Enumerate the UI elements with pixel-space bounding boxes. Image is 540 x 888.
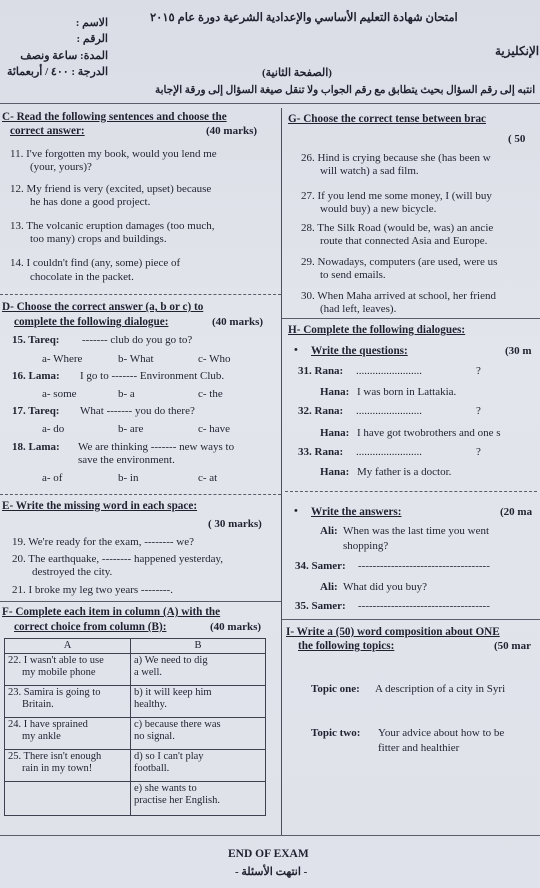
section-e-marks: ( 30 marks) <box>208 518 262 530</box>
section-h-sub1: Write the questions: <box>311 345 408 357</box>
topic-two-label: Topic two: <box>311 727 361 739</box>
column-b-item-cont: no signal. <box>134 731 175 742</box>
question-31-answer-speaker: Hana: <box>320 386 350 398</box>
section-h-sub2-marks: (20 ma <box>500 506 533 518</box>
question-17-speaker: 17. Tareq: <box>12 405 60 417</box>
question-26-line1: 26. Hind is crying because she (has been w <box>301 152 491 164</box>
column-b-item-cont: football. <box>134 763 170 774</box>
column-b-item-cont: healthy. <box>134 699 167 710</box>
question-35-line: ------------------------------------ <box>358 600 490 612</box>
question-33-answer-speaker: Hana: <box>320 466 350 478</box>
divider-h-sub2 <box>285 491 537 492</box>
question-31-answer: I was born in Lattakia. <box>357 386 457 398</box>
section-d-marks: (40 marks) <box>212 316 264 328</box>
question-16-option-c: c- the <box>198 388 223 400</box>
topic-two-line2: fitter and healthier <box>378 742 460 754</box>
exam-title: امتحان شهادة التعليم الأساسي والإعدادية الشرعية دورة عام ٢٠١٥ <box>150 12 458 24</box>
question-20-line1: 20. The earthquake, -------- happened yesterday, <box>12 553 224 565</box>
section-i-title-line2: the following topics: <box>298 640 395 652</box>
question-31-label: 31. Rana: <box>298 365 344 377</box>
page-label: (الصفحة الثانية) <box>262 67 332 79</box>
number-label: الرقم : <box>76 33 108 45</box>
question-17-text: What ------- you do there? <box>80 405 195 417</box>
section-i-title-line1: I- Write a (50) word composition about ONE <box>286 626 500 638</box>
divider-e-f <box>0 601 281 602</box>
column-a-item-cont: rain in my town! <box>22 763 93 774</box>
column-b-header: B <box>131 639 266 654</box>
table-row <box>5 750 266 782</box>
question-28-line1: 28. The Silk Road (would be, was) an ancie <box>301 222 494 234</box>
question-34-label: 34. Samer: <box>295 560 346 572</box>
question-33-dots: ........................ <box>356 446 422 458</box>
column-a-item: 22. I wasn't able to use <box>8 655 104 666</box>
table-row <box>5 782 266 816</box>
section-d-title-line1: D- Choose the correct answer (a, b or c) to <box>2 301 204 313</box>
question-31-qmark: ? <box>476 365 481 377</box>
table-row <box>5 718 266 750</box>
divider-h-i <box>282 619 540 620</box>
question-30-line1: 30. When Maha arrived at school, her friend <box>301 290 496 302</box>
column-a-item: 25. There isn't enough <box>8 751 102 762</box>
question-18-option-c: c- at <box>198 472 218 484</box>
name-label: الاسم : <box>75 17 108 29</box>
question-16-text: I go to ------- Environment Club. <box>80 370 225 382</box>
question-18-text: We are thinking ------- new ways to <box>78 441 235 453</box>
question-31-dots: ........................ <box>356 365 422 377</box>
section-d-title-line2: complete the following dialogue: <box>14 316 169 328</box>
section-i-marks: (50 mar <box>494 640 531 652</box>
question-28-line2: route that connected Asia and Europe. <box>320 235 488 247</box>
column-a-item: 24. I have sprained <box>8 719 88 730</box>
section-h-title: H- Complete the following dialogues: <box>288 324 466 336</box>
topic-one-label: Topic one: <box>311 683 360 695</box>
column-b-item: e) she wants to <box>134 783 197 794</box>
question-17-option-c: c- have <box>198 423 231 435</box>
question-18-speaker: 18. Lama: <box>12 441 60 453</box>
column-divider <box>281 108 282 835</box>
section-e-title: E- Write the missing word in each space: <box>2 500 198 512</box>
question-20-line2: destroyed the city. <box>32 566 113 578</box>
section-h-sub2: Write the answers: <box>311 506 402 518</box>
section-c-title-line1: C- Read the following sentences and choose the <box>2 111 227 123</box>
answer-ali2-line1: What did you buy? <box>343 581 428 593</box>
answer-ali-line1: When was the last time you went <box>343 525 490 537</box>
topic-one-text: A description of a city in Syri <box>375 683 506 695</box>
section-c-marks: (40 marks) <box>206 125 258 137</box>
column-a-item: 23. Samira is going to <box>8 687 101 698</box>
question-32-answer: I have got twobrothers and one s <box>357 427 501 439</box>
table-row <box>5 686 266 718</box>
question-32-dots: ........................ <box>356 405 422 417</box>
question-29-line1: 29. Nowadays, computers (are used, were us <box>301 256 498 268</box>
column-b-item: b) it will keep him <box>134 687 212 698</box>
question-32-answer-speaker: Hana: <box>320 427 350 439</box>
column-b-item: a) We need to dig <box>134 655 208 666</box>
column-a-header: A <box>5 639 131 654</box>
question-19: 19. We're ready for the exam, -------- we? <box>12 536 194 548</box>
question-21: 21. I broke my leg two years --------. <box>12 584 173 596</box>
column-b-item: d) so I can't play <box>134 751 204 762</box>
question-13-line1: 13. The volcanic eruption damages (too much, <box>10 220 215 232</box>
question-16-speaker: 16. Lama: <box>12 370 60 382</box>
question-27-line2: would buy) a new bicycle. <box>320 203 437 215</box>
question-13-line2: too many) crops and buildings. <box>30 233 167 245</box>
topic-two-line1: Your advice about how to be <box>378 727 505 739</box>
question-16-option-a: a- some <box>42 388 77 400</box>
section-h-sub1-marks: (30 m <box>505 345 532 357</box>
question-11-line1: 11. I've forgotten my book, would you lend me <box>10 148 217 160</box>
question-29-line2: to send emails. <box>320 269 386 281</box>
divider-c-d <box>0 294 281 295</box>
table-row <box>5 654 266 686</box>
question-12-line1: 12. My friend is very (excited, upset) because <box>10 183 212 195</box>
question-26-line2: will watch) a sad film. <box>320 165 419 177</box>
question-17-option-a: a- do <box>42 423 65 435</box>
section-f-marks: (40 marks) <box>210 621 262 633</box>
question-16-option-b: b- a <box>118 388 135 400</box>
question-27-line1: 27. If you lend me some money, I (will buy <box>301 190 492 202</box>
section-f-title-line1: F- Complete each item in column (A) with the <box>2 606 221 618</box>
footer-divider <box>0 835 540 836</box>
question-15-option-a: a- Where <box>42 353 83 365</box>
question-15-option-c: c- Who <box>198 353 231 365</box>
answer-ali-speaker: Ali: <box>320 525 338 537</box>
question-30-line2: (had left, leaves). <box>320 303 397 315</box>
end-of-exam-arabic: - انتهت الأسئلة - <box>235 866 308 878</box>
question-15-option-b: b- What <box>118 353 154 365</box>
bullet-icon: • <box>294 344 298 356</box>
answer-ali2-speaker: Ali: <box>320 581 338 593</box>
section-f-title-line2: correct choice from column (B): <box>14 621 167 633</box>
bullet-icon: • <box>294 505 298 517</box>
subject-label: الإنكليزية <box>495 44 540 58</box>
question-14-line1: 14. I couldn't find (any, some) piece of <box>10 257 181 269</box>
instruction: انتبه إلى رقم السؤال بحيث يتطابق مع رقم الجواب ولا تنقل صيغة السؤال إلى ورقة الإجابة <box>155 85 536 96</box>
matching-table <box>4 638 266 816</box>
column-a-item-cont: my mobile phone <box>22 667 96 678</box>
question-15-text: ------- club do you go to? <box>82 334 193 346</box>
column-b-item: c) because there was <box>134 719 221 730</box>
column-a-item-cont: my ankle <box>22 731 61 742</box>
column-b-item-cont: a well. <box>134 667 162 678</box>
section-g-title: G- Choose the correct tense between brac <box>288 113 486 125</box>
divider-g-h <box>282 318 540 319</box>
duration-label: المدة: ساعة ونصف <box>20 50 108 62</box>
question-18-text2: save the environment. <box>78 454 175 466</box>
question-14-line2: chocolate in the packet. <box>30 271 134 283</box>
end-of-exam: END OF EXAM <box>228 848 309 860</box>
question-33-label: 33. Rana: <box>298 446 344 458</box>
answer-ali-line2: shopping? <box>343 540 389 552</box>
column-b-item-cont: practise her English. <box>134 795 221 806</box>
header-divider <box>0 103 540 104</box>
question-15-speaker: 15. Tareq: <box>12 334 60 346</box>
section-g-marks: ( 50 <box>508 133 526 145</box>
question-33-answer: My father is a doctor. <box>357 466 452 478</box>
question-33-qmark: ? <box>476 446 481 458</box>
question-17-option-b: b- are <box>118 423 144 435</box>
score-label: الدرجة : ٤٠٠ / أربعمائة <box>6 66 108 78</box>
question-34-line: ------------------------------------ <box>358 560 490 572</box>
question-18-option-b: b- in <box>118 472 139 484</box>
question-11-line2: (your, yours)? <box>30 161 92 173</box>
question-18-option-a: a- of <box>42 472 63 484</box>
question-12-line2: he has done a good project. <box>30 196 151 208</box>
section-c-title-line2: correct answer: <box>10 125 85 137</box>
question-32-label: 32. Rana: <box>298 405 344 417</box>
column-a-item-cont: Britain. <box>22 699 54 710</box>
divider-d-e <box>0 494 281 495</box>
question-32-qmark: ? <box>476 405 481 417</box>
question-35-label: 35. Samer: <box>295 600 346 612</box>
